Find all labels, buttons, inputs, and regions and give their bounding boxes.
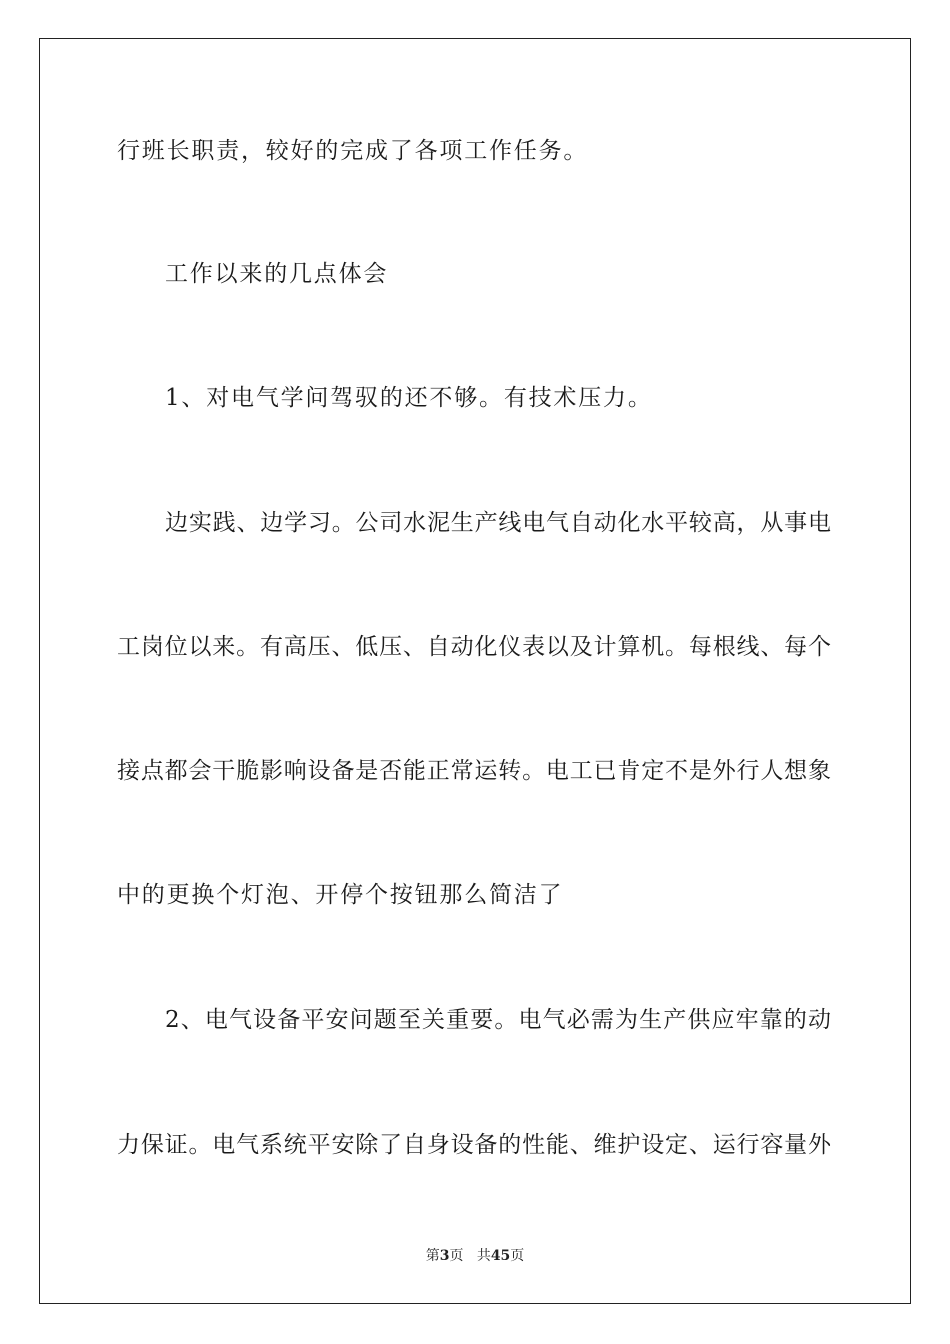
- paragraph-line: 行班长职责，较好的完成了各项工作任务。: [117, 138, 589, 164]
- page-suffix: 页: [449, 1248, 464, 1264]
- paragraph-line: 2、电气设备平安问题至关重要。电气必需为生产供应牢靠的动: [165, 1007, 831, 1033]
- page-number: 3: [439, 1248, 450, 1264]
- paragraph-line: 中的更换个灯泡、开停个按钮那么简洁了: [117, 882, 564, 908]
- total-pages: 45: [490, 1248, 511, 1264]
- section-heading: 工作以来的几点体会: [165, 261, 389, 287]
- paragraph-line: 工岗位以来。有高压、低压、自动化仪表以及计算机。每根线、每个: [117, 634, 831, 660]
- paragraph-line: 力保证。电气系统平安除了自身设备的性能、维护设定、运行容量外: [117, 1132, 831, 1158]
- paragraph-line: 1、对电气学问驾驭的还不够。有技术压力。: [165, 385, 653, 411]
- page-prefix: 第: [425, 1248, 440, 1264]
- paragraph-line: 接点都会干脆影响设备是否能正常运转。电工已肯定不是外行人想象: [117, 758, 831, 784]
- total-suffix: 页: [510, 1248, 525, 1264]
- page-footer: [0, 1247, 950, 1265]
- page-border: [39, 38, 911, 1304]
- paragraph-line: 边实践、边学习。公司水泥生产线电气自动化水平较高，从事电: [165, 510, 831, 536]
- total-prefix: 共: [476, 1248, 491, 1264]
